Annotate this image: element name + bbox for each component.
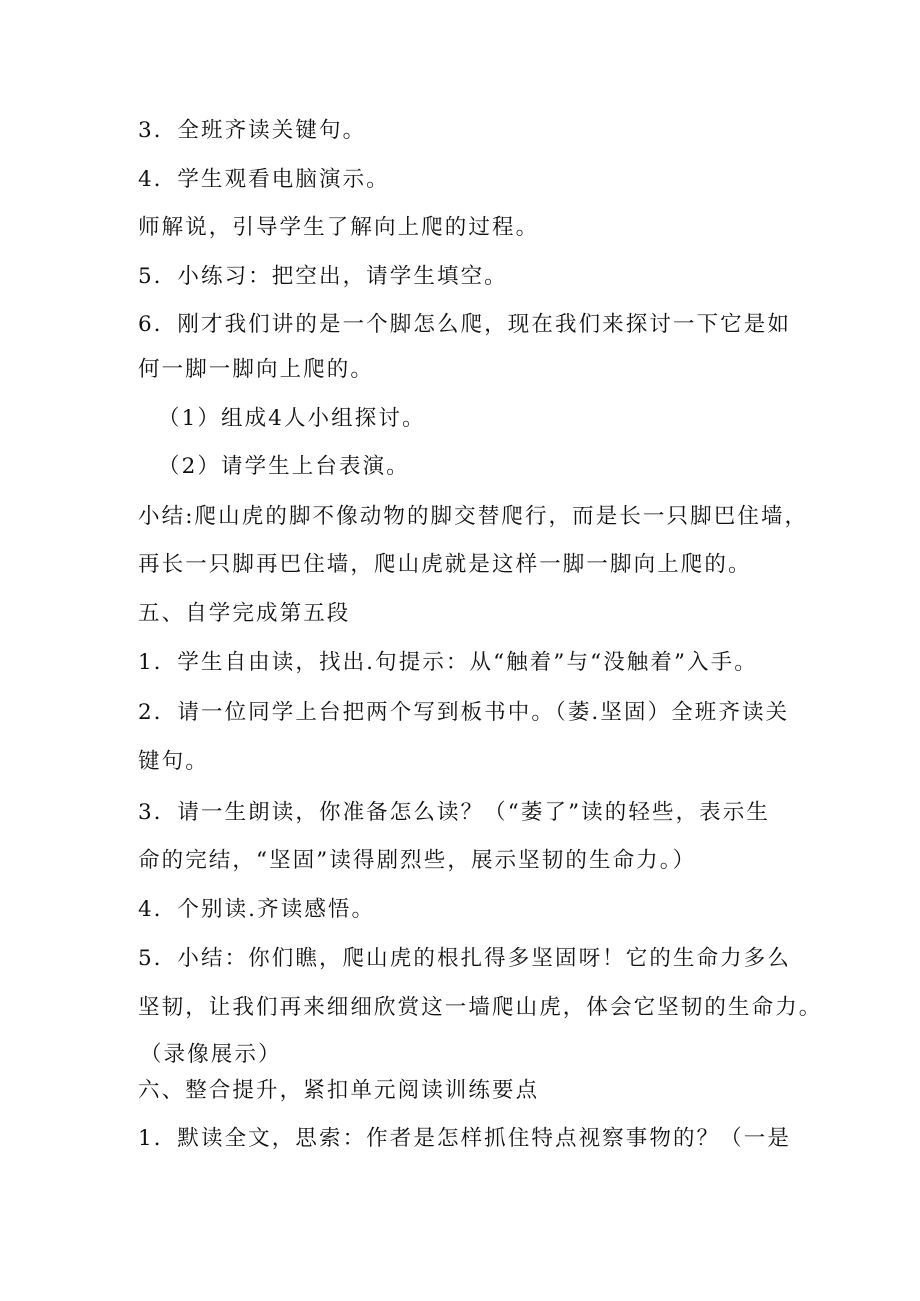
paragraph-line: 键句。 [138, 749, 209, 774]
paragraph-line: 命的完结，“坚固”读得剧烈些，展示坚韧的生命力。） [138, 848, 697, 873]
paragraph-line: 4．个别读.齐读感悟。 [138, 897, 376, 922]
paragraph-line: 5．小练习：把空出，请学生填空。 [138, 264, 508, 289]
paragraph-line: 2．请一位同学上台把两个写到板书中。（萎.坚固）全班齐读关 [138, 700, 790, 725]
paragraph-line: （录像展示） [140, 1042, 282, 1067]
paragraph-line: 6．刚才我们讲的是一个脚怎么爬，现在我们来探讨一下它是如 [138, 312, 791, 337]
paragraph-line: 1．学生自由读，找出.句提示：从“触着”与“没触着”入手。 [138, 650, 758, 675]
paragraph-line: 3．全班齐读关键句。 [138, 118, 367, 143]
paragraph-line: 何一脚一脚向上爬的。 [138, 357, 375, 382]
paragraph-line: 坚韧，让我们再来细细欣赏这一墙爬山虎，体会它坚韧的生命力。 [138, 995, 823, 1020]
paragraph-line: 3．请一生朗读，你准备怎么读？（“萎了”读的轻些，表示生 [138, 800, 770, 825]
list-item: （1）组成4人小组探讨。 [158, 406, 426, 431]
section-heading: 五、自学完成第五段 [138, 601, 351, 626]
list-item: （2）请学生上台表演。 [158, 454, 410, 479]
section-heading: 六、整合提升，紧扣单元阅读训练要点 [138, 1078, 540, 1103]
summary-line: 再长一只脚再巴住墙，爬山虎就是这样一脚一脚向上爬的。 [138, 552, 752, 577]
paragraph-line: 1．默读全文，思索：作者是怎样抓住特点视察事物的？（一是 [138, 1126, 791, 1151]
paragraph-line: 4．学生观看电脑演示。 [138, 167, 390, 192]
paragraph-line: 师解说，引导学生了解向上爬的过程。 [138, 215, 540, 240]
paragraph-line: 5．小结：你们瞧，爬山虎的根扎得多坚固呀！它的生命力多么 [138, 946, 791, 971]
summary-line: 小结:爬山虎的脚不像动物的脚交替爬行，而是长一只脚巴住墙， [138, 504, 809, 529]
